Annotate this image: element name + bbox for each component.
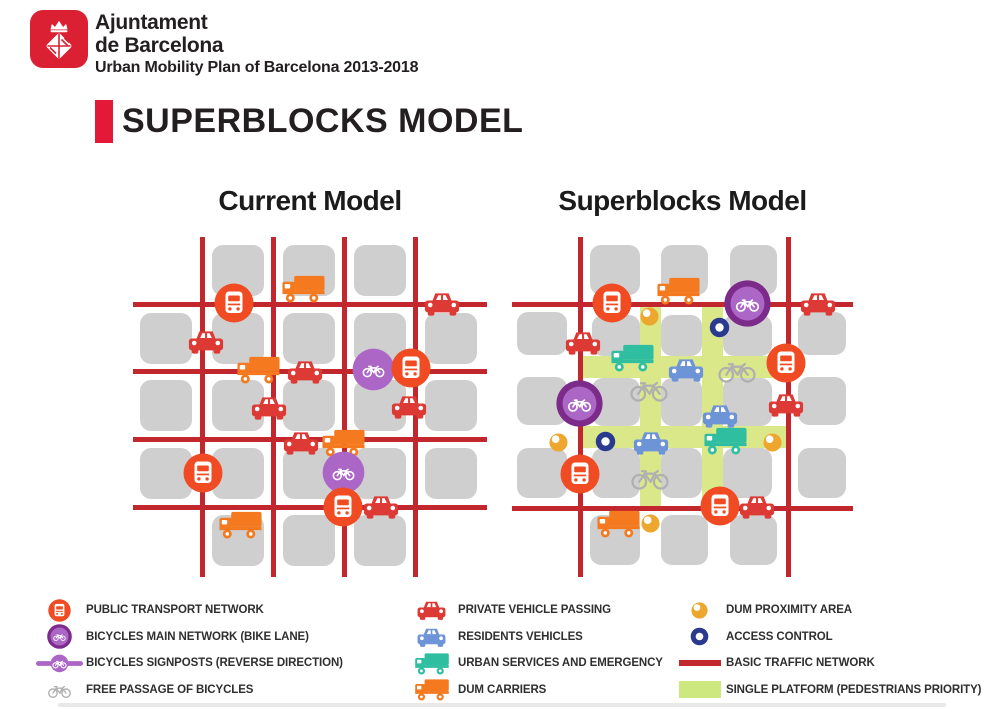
city-block xyxy=(425,313,477,364)
org-name xyxy=(95,11,223,57)
basic-traffic-street xyxy=(133,505,487,510)
urban-services-truck-icon xyxy=(610,342,655,373)
bikes-main-icon xyxy=(47,624,72,649)
private-vehicle-icon xyxy=(282,429,320,456)
cropped-next-row xyxy=(58,703,946,707)
public-transport-icon xyxy=(700,486,740,526)
private-vehicle-icon xyxy=(564,329,602,356)
public-transport-icon xyxy=(323,487,363,527)
legend-item xyxy=(408,597,663,624)
access-control-icon xyxy=(709,317,730,338)
bikes-signpost-icon xyxy=(352,348,395,391)
bikes-signpost-bar-icon xyxy=(36,654,83,673)
public-transport-icon xyxy=(700,486,740,526)
legend-label: BASIC TRAFFIC NETWORK xyxy=(726,657,875,670)
urban-services-truck-icon xyxy=(610,342,655,373)
dum-proximity-icon xyxy=(640,307,659,326)
dum-carrier-truck-icon xyxy=(408,677,455,702)
urban-services-truck-icon xyxy=(408,651,455,676)
bikes-main-icon xyxy=(724,280,771,327)
city-block xyxy=(283,380,335,431)
legend-item xyxy=(36,650,343,677)
city-block xyxy=(354,245,406,296)
legend-item xyxy=(36,677,343,704)
city-block xyxy=(798,377,846,425)
org-name-line1: Ajuntament xyxy=(95,11,208,34)
public-transport-icon xyxy=(592,283,632,323)
dum-proximity-icon xyxy=(549,433,568,452)
private-vehicle-icon xyxy=(416,599,447,621)
private-vehicle-icon xyxy=(282,429,320,456)
map-title-superblocks: Superblocks Model xyxy=(558,185,807,216)
bike-free-passage-icon xyxy=(627,374,671,403)
private-vehicle-icon xyxy=(187,328,225,355)
public-transport-icon xyxy=(48,599,71,622)
dum-carrier-truck-icon xyxy=(281,273,326,304)
public-transport-icon xyxy=(323,487,363,527)
urban-services-truck-icon xyxy=(703,425,748,456)
private-vehicle-icon xyxy=(187,328,225,355)
bikes-signpost-bar-icon xyxy=(36,654,83,673)
access-control-icon xyxy=(709,317,730,338)
resident-vehicle-icon xyxy=(632,429,670,456)
access-control-icon xyxy=(690,627,709,646)
public-transport-icon xyxy=(391,348,431,388)
dum-carrier-truck-icon xyxy=(236,354,281,385)
bike-free-passage-icon xyxy=(46,681,73,699)
legend-label: DUM CARRIERS xyxy=(458,683,547,696)
dum-proximity-icon xyxy=(763,433,782,452)
dum-carrier-truck-icon xyxy=(656,275,701,306)
private-vehicle-icon xyxy=(390,393,428,420)
single-platform-swatch-icon xyxy=(676,681,723,698)
dum-proximity-icon xyxy=(763,433,782,452)
map-title-current: Current Model xyxy=(218,185,402,216)
legend-label: PRIVATE VEHICLE PASSING xyxy=(458,604,611,617)
city-block xyxy=(661,315,702,356)
public-transport-icon xyxy=(560,454,600,494)
basic-traffic-street xyxy=(200,237,205,577)
private-vehicle-icon xyxy=(767,391,805,418)
basic-traffic-street xyxy=(512,506,853,511)
bikes-signpost-icon xyxy=(352,348,395,391)
public-transport-icon xyxy=(391,348,431,388)
basic-traffic-line-icon xyxy=(679,660,721,666)
org-name-line2: de Barcelona xyxy=(95,34,224,57)
dum-carrier-truck-icon xyxy=(281,273,326,304)
private-vehicle-icon xyxy=(799,290,837,317)
bike-free-passage-icon xyxy=(715,355,759,384)
resident-vehicle-icon xyxy=(408,626,455,648)
legend-label: SINGLE PLATFORM (PEDESTRIANS PRIORITY) xyxy=(726,683,982,696)
private-vehicle-icon xyxy=(767,391,805,418)
city-block xyxy=(140,380,192,431)
private-vehicle-icon xyxy=(250,394,288,421)
private-vehicle-icon xyxy=(286,358,324,385)
resident-vehicle-icon xyxy=(667,356,705,383)
private-vehicle-icon xyxy=(564,329,602,356)
dum-carrier-truck-icon xyxy=(236,354,281,385)
dum-carrier-truck-icon xyxy=(218,509,263,540)
dum-carrier-truck-icon xyxy=(414,677,450,702)
bikes-main-icon xyxy=(36,624,83,649)
legend-item xyxy=(676,597,981,624)
dum-carrier-truck-icon xyxy=(596,508,641,539)
bike-free-passage-icon xyxy=(628,462,672,491)
legend-column-1 xyxy=(36,597,343,703)
dum-proximity-icon xyxy=(691,602,708,619)
bikes-main-icon xyxy=(556,380,603,427)
private-vehicle-icon xyxy=(799,290,837,317)
private-vehicle-icon xyxy=(423,290,461,317)
city-block xyxy=(517,312,567,355)
resident-vehicle-icon xyxy=(701,402,739,429)
legend-label: URBAN SERVICES AND EMERGENCY xyxy=(458,657,663,670)
legend-label: FREE PASSAGE OF BICYCLES xyxy=(86,683,254,696)
public-transport-icon xyxy=(214,283,254,323)
plan-subtitle: Urban Mobility Plan of Barcelona 2013-2018 xyxy=(95,59,419,76)
city-block xyxy=(798,448,846,498)
legend-label: RESIDENTS VEHICLES xyxy=(458,630,583,643)
public-transport-icon xyxy=(36,599,83,622)
bike-free-passage-icon xyxy=(715,355,759,384)
private-vehicle-icon xyxy=(286,358,324,385)
title-accent-bar xyxy=(95,100,113,143)
resident-vehicle-icon xyxy=(701,402,739,429)
legend-item xyxy=(676,650,981,677)
private-vehicle-icon xyxy=(423,290,461,317)
map-superblocks xyxy=(512,237,853,577)
bike-free-passage-icon xyxy=(36,681,83,699)
public-transport-icon xyxy=(214,283,254,323)
public-transport-icon xyxy=(592,283,632,323)
private-vehicle-icon xyxy=(738,493,776,520)
legend-label: PUBLIC TRANSPORT NETWORK xyxy=(86,604,264,617)
dum-proximity-icon xyxy=(676,602,723,619)
page-title: SUPERBLOCKS MODEL xyxy=(122,102,524,140)
bike-free-passage-icon xyxy=(628,462,672,491)
dum-proximity-icon xyxy=(549,433,568,452)
private-vehicle-icon xyxy=(362,493,400,520)
legend-column-2 xyxy=(408,597,663,703)
legend-item xyxy=(408,650,663,677)
legend-item xyxy=(676,624,981,651)
legend-item xyxy=(408,677,663,704)
private-vehicle-icon xyxy=(390,393,428,420)
map-current xyxy=(133,237,487,577)
legend-label: BICYCLES MAIN NETWORK (BIKE LANE) xyxy=(86,630,309,643)
bikes-main-icon xyxy=(556,380,603,427)
private-vehicle-icon xyxy=(408,599,455,621)
resident-vehicle-icon xyxy=(632,429,670,456)
public-transport-icon xyxy=(183,453,223,493)
legend-item xyxy=(36,597,343,624)
private-vehicle-icon xyxy=(250,394,288,421)
access-control-icon xyxy=(595,431,616,452)
access-control-icon xyxy=(595,431,616,452)
legend-label: BICYCLES SIGNPOSTS (REVERSE DIRECTION) xyxy=(86,657,343,670)
legend-item xyxy=(36,624,343,651)
private-vehicle-icon xyxy=(738,493,776,520)
dum-proximity-icon xyxy=(640,307,659,326)
dum-carrier-truck-icon xyxy=(218,509,263,540)
resident-vehicle-icon xyxy=(416,626,447,648)
bikes-main-icon xyxy=(724,280,771,327)
access-control-icon xyxy=(676,627,723,646)
urban-services-truck-icon xyxy=(414,651,450,676)
basic-traffic-line-icon xyxy=(676,660,723,666)
single-platform-icon xyxy=(679,681,721,698)
bike-free-passage-icon xyxy=(627,374,671,403)
dum-carrier-truck-icon xyxy=(596,508,641,539)
legend-item xyxy=(408,624,663,651)
dum-proximity-icon xyxy=(641,514,660,533)
private-vehicle-icon xyxy=(362,493,400,520)
barcelona-logo xyxy=(30,10,88,68)
dum-carrier-truck-icon xyxy=(656,275,701,306)
public-transport-icon xyxy=(560,454,600,494)
dum-proximity-icon xyxy=(641,514,660,533)
resident-vehicle-icon xyxy=(667,356,705,383)
city-block xyxy=(283,313,335,364)
urban-services-truck-icon xyxy=(703,425,748,456)
legend-label: DUM PROXIMITY AREA xyxy=(726,604,852,617)
legend-column-3 xyxy=(676,597,981,703)
legend-item xyxy=(676,677,981,704)
city-block xyxy=(425,380,477,431)
public-transport-icon xyxy=(766,343,806,383)
public-transport-icon xyxy=(183,453,223,493)
city-block xyxy=(425,448,477,499)
legend-label: ACCESS CONTROL xyxy=(726,630,833,643)
city-block xyxy=(140,313,192,364)
public-transport-icon xyxy=(766,343,806,383)
